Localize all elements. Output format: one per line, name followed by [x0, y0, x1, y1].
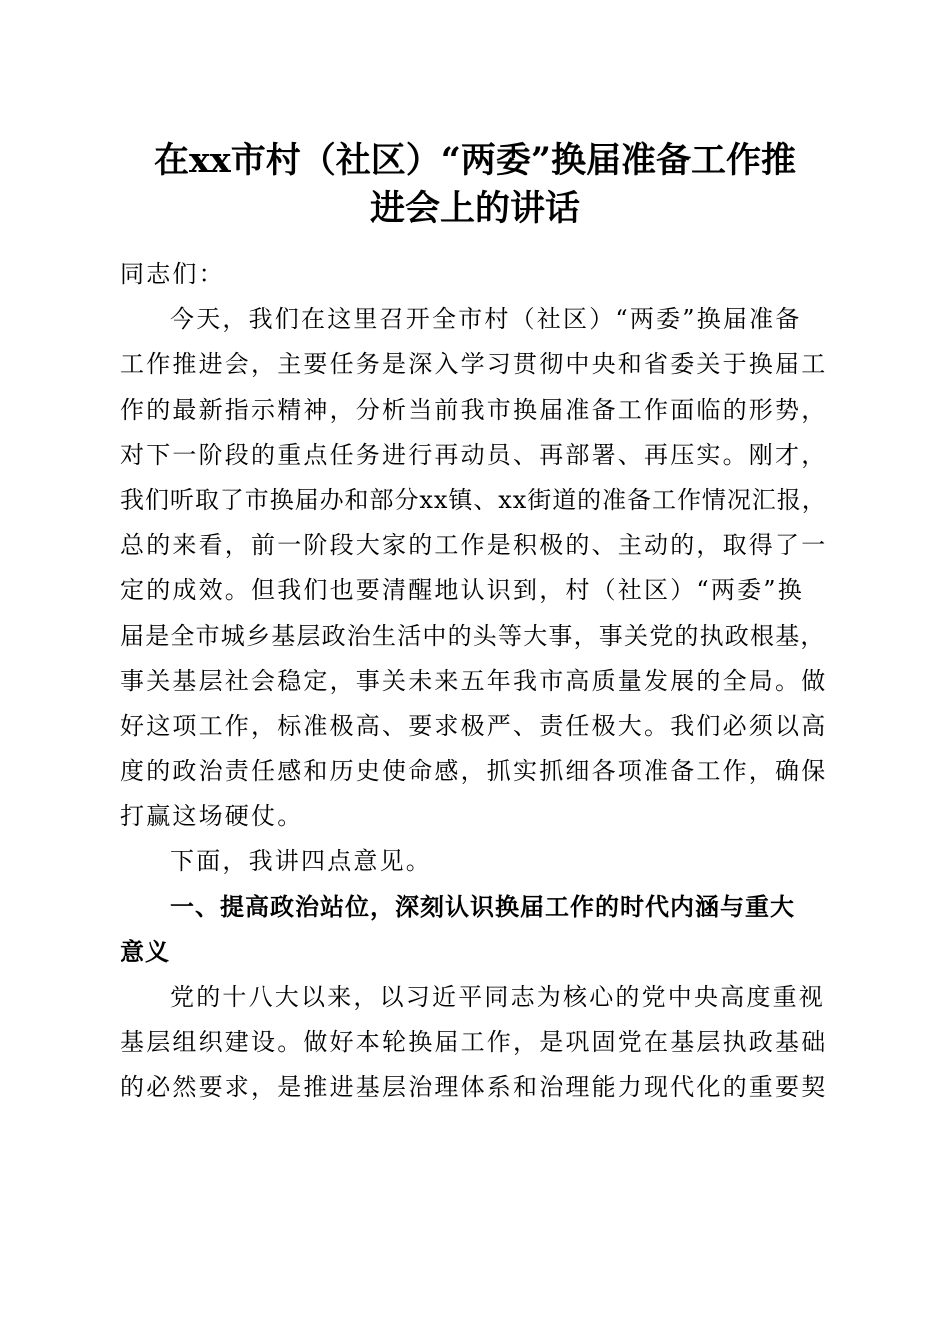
title-line-2: 进会上的讲话	[369, 188, 580, 229]
paragraph-1-line: 度的政治责任感和历史使命感，抓实抓细各项准备工作，确保	[120, 757, 828, 786]
paragraph-1-line: 好这项工作，标准极高、要求极严、责任极大。我们必须以高	[120, 711, 828, 740]
paragraph-1-line: 定的成效。但我们也要清醒地认识到，村（社区）“两委”换	[120, 576, 804, 605]
section-heading-line: 意义	[120, 937, 170, 966]
paragraph-1-line: 打赢这场硬仗。	[120, 802, 304, 831]
paragraph-1-line: 对下一阶段的重点任务进行再动员、再部署、再压实。刚才，	[120, 440, 828, 469]
document-body	[120, 252, 830, 1111]
salutation: 同志们：	[120, 260, 225, 288]
paragraph-3-line: 基层组织建设。做好本轮换届工作，是巩固党在基层执政基础	[120, 1028, 828, 1057]
paragraph-1-line: 总的来看，前一阶段大家的工作是积极的、主动的，取得了一	[120, 531, 828, 560]
section-heading-line: 一、提高政治站位，深刻认识换届工作的时代内涵与重大	[170, 892, 795, 921]
document-title	[100, 137, 850, 233]
paragraph-3-line: 的必然要求，是推进基层治理体系和治理能力现代化的重要契	[120, 1073, 828, 1102]
paragraph-3-line: 党的十八大以来，以习近平同志为核心的党中央高度重视	[170, 983, 825, 1011]
paragraph-1-line: 届是全市城乡基层政治生活中的头等大事，事关党的执政根基，	[120, 621, 826, 650]
paragraph-1	[120, 297, 830, 839]
paragraph-3	[120, 975, 830, 1111]
paragraph-1-line: 事关基层社会稳定，事关未来五年我市高质量发展的全局。做	[120, 666, 828, 695]
title-line-1: 在xx市村（社区）“两委”换届准备工作推	[154, 140, 796, 181]
paragraph-2: 下面，我讲四点意见。	[170, 847, 432, 876]
paragraph-1-line: 我们听取了市换届办和部分xx镇、xx街道的准备工作情况汇报，	[120, 485, 827, 514]
section-heading-1	[120, 885, 830, 975]
paragraph-1-line: 今天，我们在这里召开全市村（社区）“两委”换届准备	[170, 305, 802, 334]
paragraph-1-line: 作的最新指示精神，分析当前我市换届准备工作面临的形势，	[120, 395, 828, 424]
paragraph-1-line: 工作推进会，主要任务是深入学习贯彻中央和省委关于换届工	[120, 350, 828, 379]
